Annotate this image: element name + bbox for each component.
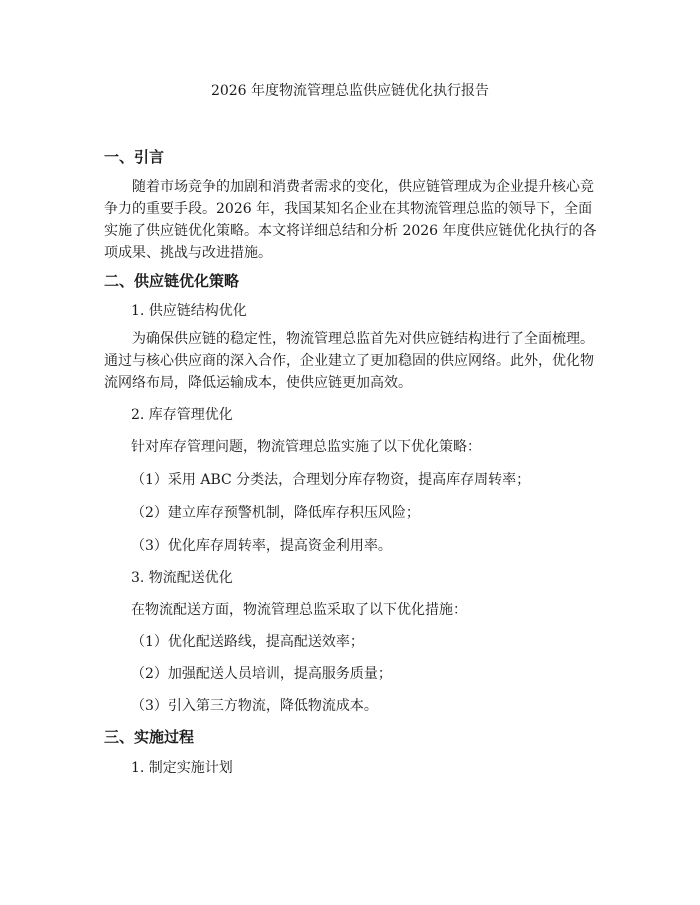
subsection-title-plan: 1. 制定实施计划 — [131, 760, 233, 776]
document-title: 2026 年度物流管理总监供应链优化执行报告 — [210, 83, 490, 99]
section-heading-implementation: 三、实施过程 — [104, 728, 195, 746]
distribution-item-3: （3）引入第三方物流，降低物流成本。 — [131, 698, 378, 714]
inventory-item-1: （1）采用 ABC 分类法，合理划分库存物资，提高库存周转率； — [131, 472, 531, 488]
inventory-intro: 针对库存管理问题，物流管理总监实施了以下优化策略： — [131, 439, 481, 455]
section-heading-strategy: 二、供应链优化策略 — [104, 272, 240, 290]
distribution-item-1: （1）优化配送路线，提高配送效率； — [131, 634, 364, 650]
distribution-intro: 在物流配送方面，物流管理总监采取了以下优化措施： — [131, 602, 467, 618]
inventory-item-3: （3）优化库存周转率，提高资金利用率。 — [131, 538, 392, 554]
intro-paragraph: 随着市场竞争的加剧和消费者需求的变化，供应链管理成为企业提升核心竞争力的重要手段。2026 年，我国某知名企业在其物流管理总监的领导下，全面实施了供应链优化策略。本文将详细总结和分析 2026 年度供应链优化执行的各项成果、挑战与改进措施。 — [104, 179, 597, 261]
structure-paragraph: 为确保供应链的稳定性，物流管理总监首先对供应链结构进行了全面梳理。通过与核心供应商的深入合作，企业建立了更加稳固的供应网络。此外，优化物流网络布局，降低运输成本，使供应链更加高效。 — [104, 331, 594, 391]
subsection-title-inventory: 2. 库存管理优化 — [131, 407, 233, 423]
section-heading-intro: 一、引言 — [104, 148, 165, 166]
subsection-title-distribution: 3. 物流配送优化 — [131, 570, 233, 586]
distribution-item-2: （2）加强配送人员培训，提高服务质量； — [131, 666, 392, 682]
inventory-item-2: （2）建立库存预警机制，降低库存积压风险； — [131, 505, 420, 521]
subsection-title-structure: 1. 供应链结构优化 — [131, 303, 247, 319]
